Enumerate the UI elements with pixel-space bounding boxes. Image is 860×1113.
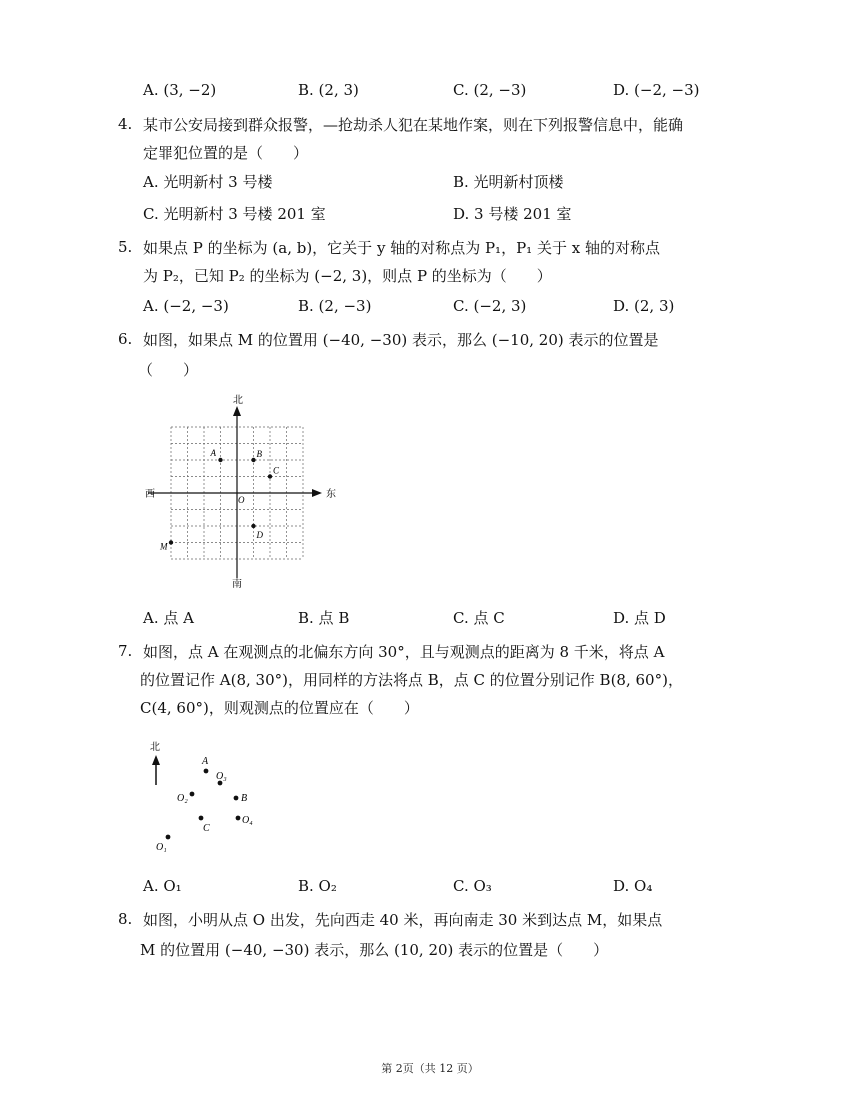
compass-grid-figure: [140, 388, 340, 588]
point-o2: [190, 792, 195, 797]
label-m: M: [160, 541, 168, 552]
label-a: A: [202, 756, 209, 767]
observation-points-figure: [140, 730, 280, 860]
question-number: 5.: [118, 238, 133, 256]
point-a: [218, 458, 222, 462]
label-c: C: [273, 465, 280, 476]
option-d: D. 3 号楼 201 室: [453, 205, 572, 223]
option-c: C. O₃: [453, 877, 492, 895]
north-label: 北: [150, 742, 160, 753]
label-o3: O₃: [216, 771, 227, 782]
question-text-line1: 如图，小明从点 O 出发，先向西走 40 米，再向南走 30 米到达点 M，如果点: [143, 911, 663, 929]
question-number: 6.: [118, 330, 133, 348]
west-label: 西: [145, 489, 155, 500]
label-a: A: [210, 448, 216, 458]
option-c: C. (2, −3): [453, 81, 527, 99]
label-o4: O₄: [242, 815, 253, 826]
question-text-line2: （ ）: [138, 361, 199, 379]
question-number: 4.: [118, 115, 133, 133]
question-text-line1: 某市公安局接到群众报警，—抢劫杀人犯在某地作案，则在下列报警信息中，能确: [143, 116, 684, 134]
point-o4: [236, 816, 241, 821]
point-m: [169, 540, 173, 544]
option-d: D. (−2, −3): [613, 81, 700, 99]
option-c: C. (−2, 3): [453, 297, 527, 315]
question-number: 8.: [118, 910, 133, 928]
label-c: C: [203, 823, 210, 834]
point-d: [251, 524, 255, 528]
option-d: D. (2, 3): [613, 297, 675, 315]
south-label: 南: [232, 579, 242, 588]
origin-label: O: [238, 495, 245, 505]
option-c: C. 光明新村 3 号楼 201 室: [143, 205, 326, 223]
label-d: D: [256, 530, 263, 540]
point-c: [199, 816, 204, 821]
point-b: [251, 458, 255, 462]
option-a: A. 点 A: [143, 609, 194, 627]
question-text-line2: 为 P₂，已知 P₂ 的坐标为 (−2, 3)，则点 P 的坐标为（ ）: [143, 267, 552, 285]
point-c: [268, 474, 272, 478]
option-a: A. (−2, −3): [143, 297, 229, 315]
option-b: B. (2, 3): [298, 81, 359, 99]
option-d: D. 点 D: [613, 609, 666, 627]
option-b: B. 点 B: [298, 609, 350, 627]
question-text-line2: M 的位置用 (−40, −30) 表示，那么 (10, 20) 表示的位置是（ ）: [140, 941, 609, 959]
label-b: B: [256, 449, 262, 459]
page-footer: 第 2页（共 12 页）: [381, 1062, 479, 1075]
question-number: 7.: [118, 642, 133, 660]
east-label: 东: [326, 489, 336, 500]
point-o1: [166, 835, 171, 840]
option-b: B. (2, −3): [298, 297, 372, 315]
question-text-line2: 的位置记作 A(8, 30°)，用同样的方法将点 B，点 C 的位置分别记作 B(8, 60°)，: [140, 671, 683, 689]
option-c: C. 点 C: [453, 609, 505, 627]
question-text-line2: 定罪犯位置的是（ ）: [143, 144, 309, 162]
question-text-line1: 如图，点 A 在观测点的北偏东方向 30°，且与观测点的距离为 8 千米，将点 A: [143, 643, 665, 661]
option-a: A. O₁: [143, 877, 182, 895]
question-text-line3: C(4, 60°)，则观测点的位置应在（ ）: [140, 699, 419, 717]
point-a: [204, 769, 209, 774]
option-a: A. (3, −2): [143, 81, 217, 99]
label-o1: O₁: [156, 842, 167, 853]
option-b: B. 光明新村顶楼: [453, 173, 564, 191]
option-a: A. 光明新村 3 号楼: [143, 173, 273, 191]
north-label: 北: [233, 395, 243, 406]
point-b: [234, 796, 239, 801]
label-b: B: [241, 793, 248, 804]
option-b: B. O₂: [298, 877, 337, 895]
question-text-line1: 如果点 P 的坐标为 (a, b)，它关于 y 轴的对称点为 P₁，P₁ 关于 x 轴的对称点: [143, 239, 660, 257]
label-o2: O₂: [177, 793, 188, 804]
question-text-line1: 如图，如果点 M 的位置用 (−40, −30) 表示，那么 (−10, 20) 表示的位置是: [143, 331, 659, 349]
option-d: D. O₄: [613, 877, 653, 895]
